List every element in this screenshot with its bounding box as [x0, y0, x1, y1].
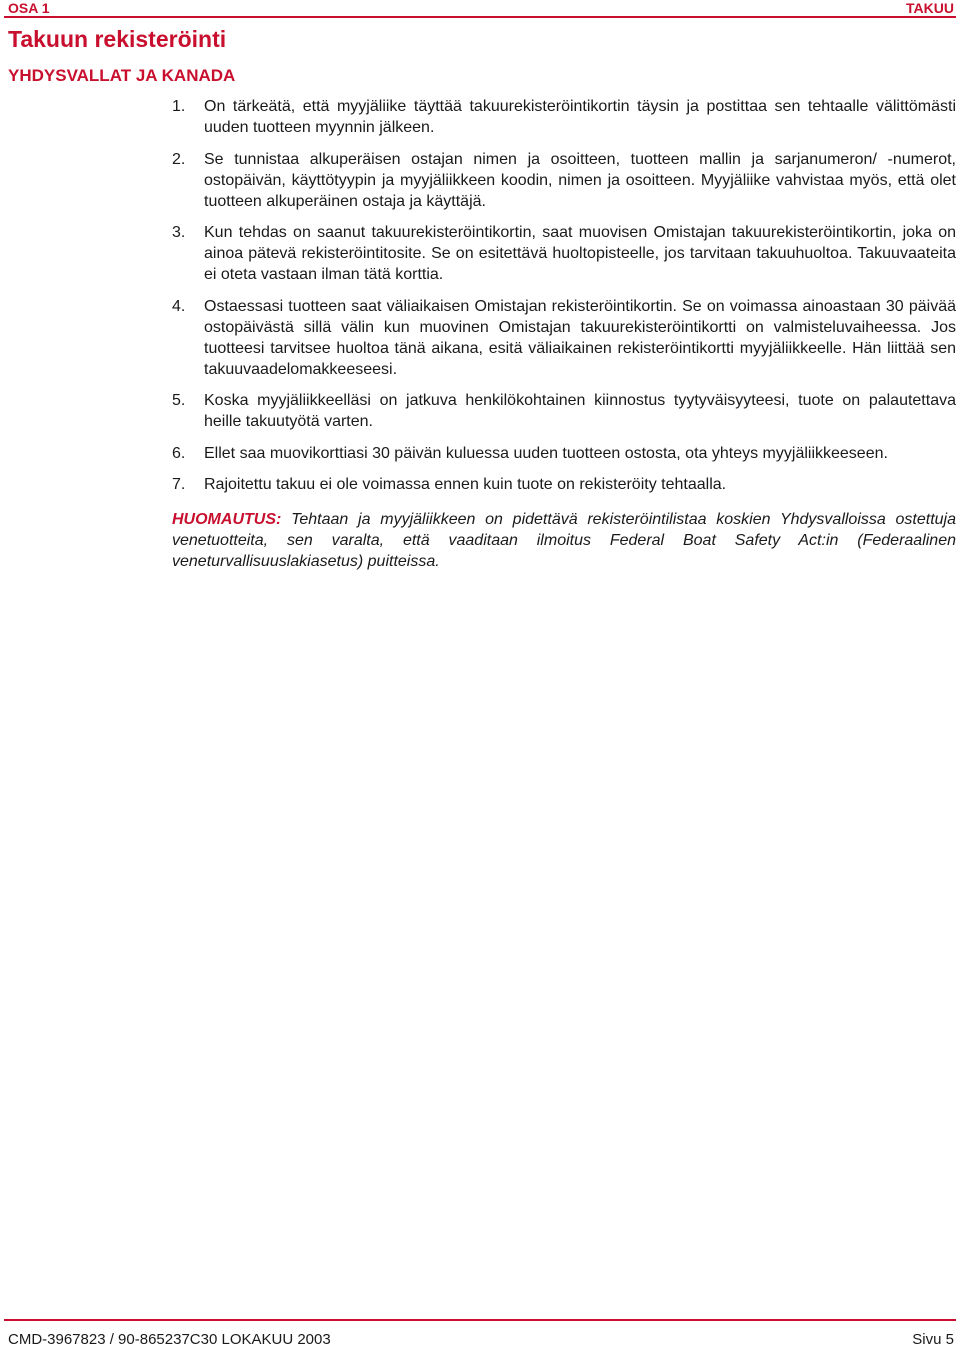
item-number: 2. — [172, 150, 186, 168]
item-number: 5. — [172, 392, 186, 409]
list-item — [172, 474, 956, 495]
section-label: OSA 1 — [8, 0, 50, 16]
chapter-label: TAKUU — [906, 0, 954, 16]
item-text: On tärkeätä, että myyjäliike täyttää takuurekisteröintikortin täysin ja postittaa sen tehtaalle välittömästi uuden tuotteen myynnin jälkeen. — [204, 98, 956, 136]
note-label: HUOMAUTUS: — [172, 511, 282, 528]
document-number: CMD-3967823 / 90-865237C30 LOKAKUU 2003 — [8, 1331, 331, 1348]
item-number: 3. — [172, 224, 186, 241]
item-number: 4. — [172, 297, 186, 315]
item-text: Se tunnistaa alkuperäisen ostajan nimen ja osoitteen, tuotteen mallin ja sarjanumeron/ -numerot, ostopäivän, käyttötyypin ja myyjäliikkeen koodin, nimen ja osoitteen. Myyjäliike vahvistaa myös, että olet tuotteen alkuperäinen ostaja ja käyttäjä. — [204, 150, 956, 210]
page-title: Takuun rekisteröinti — [8, 26, 227, 52]
item-number: 6. — [172, 444, 186, 462]
header-divider — [4, 16, 956, 18]
item-text: Rajoitettu takuu ei ole voimassa ennen kuin tuote on rekisteröity tehtaalla. — [204, 476, 727, 493]
item-number: 7. — [172, 476, 186, 493]
list-item — [172, 96, 956, 138]
list-item — [172, 296, 956, 380]
item-number: 1. — [172, 98, 186, 115]
list-item — [172, 390, 956, 432]
item-text: Kun tehdas on saanut takuurekisteröintikortin, saat muovisen Omistajan takuurekisteröintikortin, joka on ainoa pätevä rekisteröintitosite. Se on esitettävä huoltopisteelle, jos tarvitaan takuuhuoltoa. Takuuvaateita ei oteta vastaan ilman tätä korttia. — [204, 224, 956, 283]
list-item — [172, 149, 956, 212]
list-item — [172, 443, 956, 464]
list-item — [172, 222, 956, 285]
item-text: Ostaessasi tuotteen saat väliaikaisen Omistajan rekisteröintikortin. Se on voimassa ainoastaan 30 päivää ostopäivästä sillä välin kun muovinen Omistajan takuurekisteröintikortti on valmisteluvaiheessa. Jos tuotteesi tarvitsee huoltoa tänä aikana, esitä väliaikainen rekisteröintikortti myyjäliikkeelle. Hän liittää sen takuuvaadelomakkeeseesi. — [204, 297, 956, 378]
page-number: Sivu 5 — [912, 1331, 954, 1348]
registration-steps-list — [172, 96, 956, 506]
note-text: Tehtaan ja myyjäliikkeen on pidettävä rekisteröintilistaa koskien Yhdysvalloissa ostettuja venetuotteita, sen varalta, että vaaditaan ilmoitus Federal Boat Safety Act:in (Federaalinen veneturvallisuuslakiasetus) puitteissa. — [172, 511, 957, 570]
footer-divider — [4, 1319, 956, 1321]
region-subtitle: YHDYSVALLAT JA KANADA — [8, 66, 236, 85]
note-paragraph — [172, 509, 956, 572]
item-text: Koska myyjäliikkeelläsi on jatkuva henkilökohtainen kiinnostus tyytyväisyyteesi, tuote on palautettava heille takuutyötä varten. — [204, 392, 956, 430]
item-text: Ellet saa muovikorttiasi 30 päivän kuluessa uuden tuotteen ostosta, ota yhteys myyjäliikkeeseen. — [204, 444, 888, 462]
